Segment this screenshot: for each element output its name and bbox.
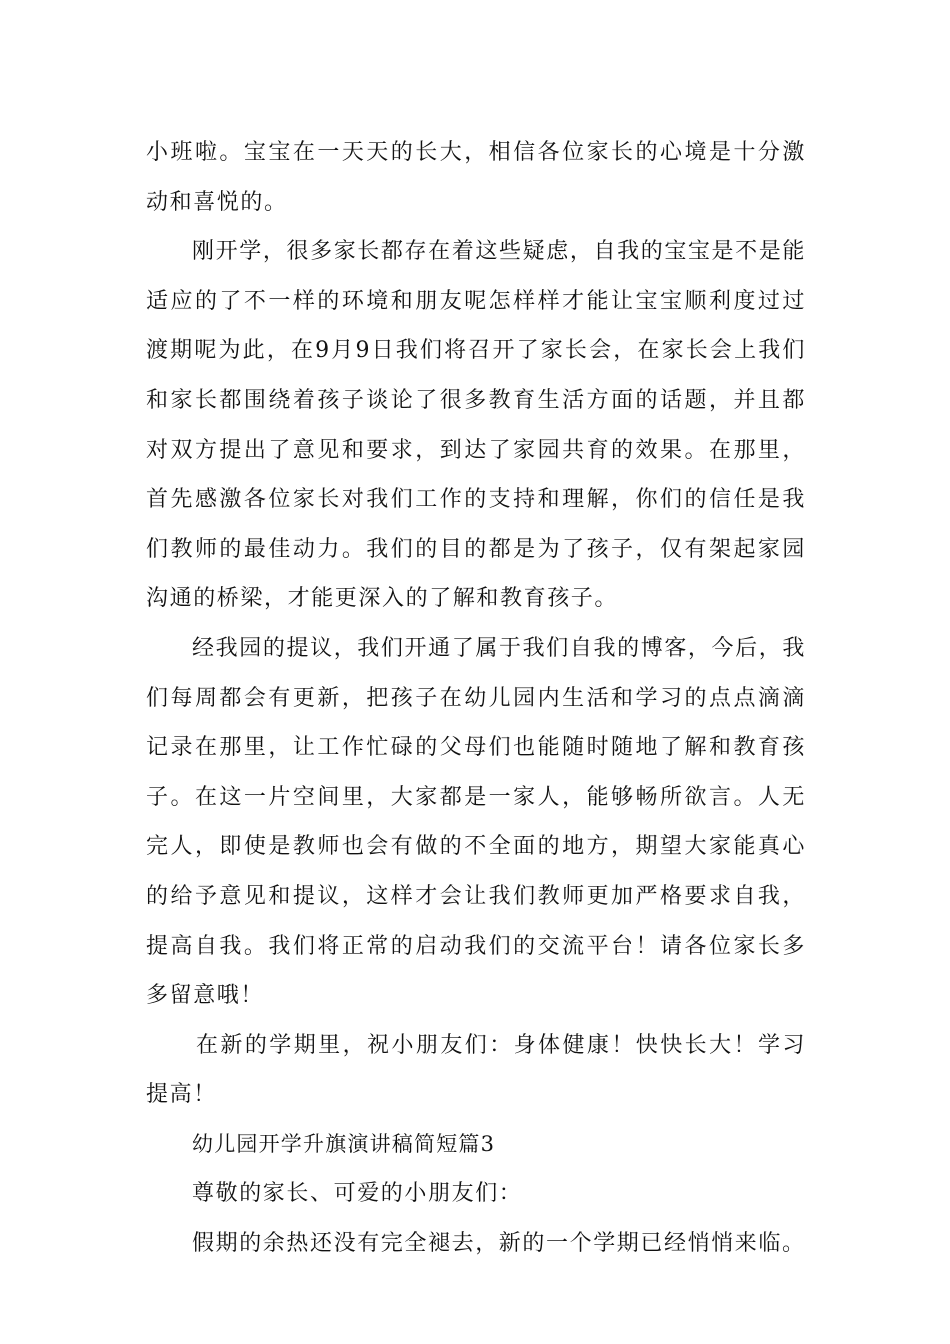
- salutation: 尊敬的家长、可爱的小朋友们：: [192, 1181, 523, 1207]
- paragraph-blog: 经我园的提议，我们开通了属于我们自我的博客，今后，我们每周都会有更新，把孩子在幼儿园内生活和学习的点点滴滴记录在那里，让工作忙碌的父母们也能随时随地了解和教育孩子。在这一片空间里，大家都是一家人，能够畅所欲言。人无完人，即使是教师也会有做的不全面的地方，期望大家能真心的给予意见和提议，这样才会让我们教师更加严格要求自我，提高自我。我们将正常的启动我们的交流平台！请各位家长多多留意哦！: [146, 635, 806, 1009]
- paragraph-parent-meeting: 刚开学，很多家长都存在着这些疑虑，自我的宝宝是不是能适应的了不一样的环境和朋友呢怎样样才能让宝宝顺利度过过渡期呢为此，在9月9日我们将召开了家长会，在家长会上我们和家长都围绕着孩子谈论了很多教育生活方面的话题，并且都对双方提出了意见和要求，到达了家园共育的效果。在那里，首先感激各位家长对我们工作的支持和理解，你们的信任是我们教师的最佳动力。我们的目的都是为了孩子，仅有架起家园沟通的桥梁，才能更深入的了解和教育孩子。: [146, 239, 806, 612]
- paragraph-wishes: 在新的学期里，祝小朋友们：身体健康！快快长大！学习提高！: [146, 1032, 806, 1108]
- paragraph-continuation: 小班啦。宝宝在一天天的长大，相信各位家长的心境是十分激动和喜悦的。: [146, 140, 806, 215]
- section-title: 幼儿园开学升旗演讲稿简短篇3: [192, 1131, 496, 1156]
- opening-paragraph: 假期的余热还没有完全褪去，新的一个学期已经悄悄来临。: [192, 1231, 806, 1257]
- document-body: [146, 128, 806, 1269]
